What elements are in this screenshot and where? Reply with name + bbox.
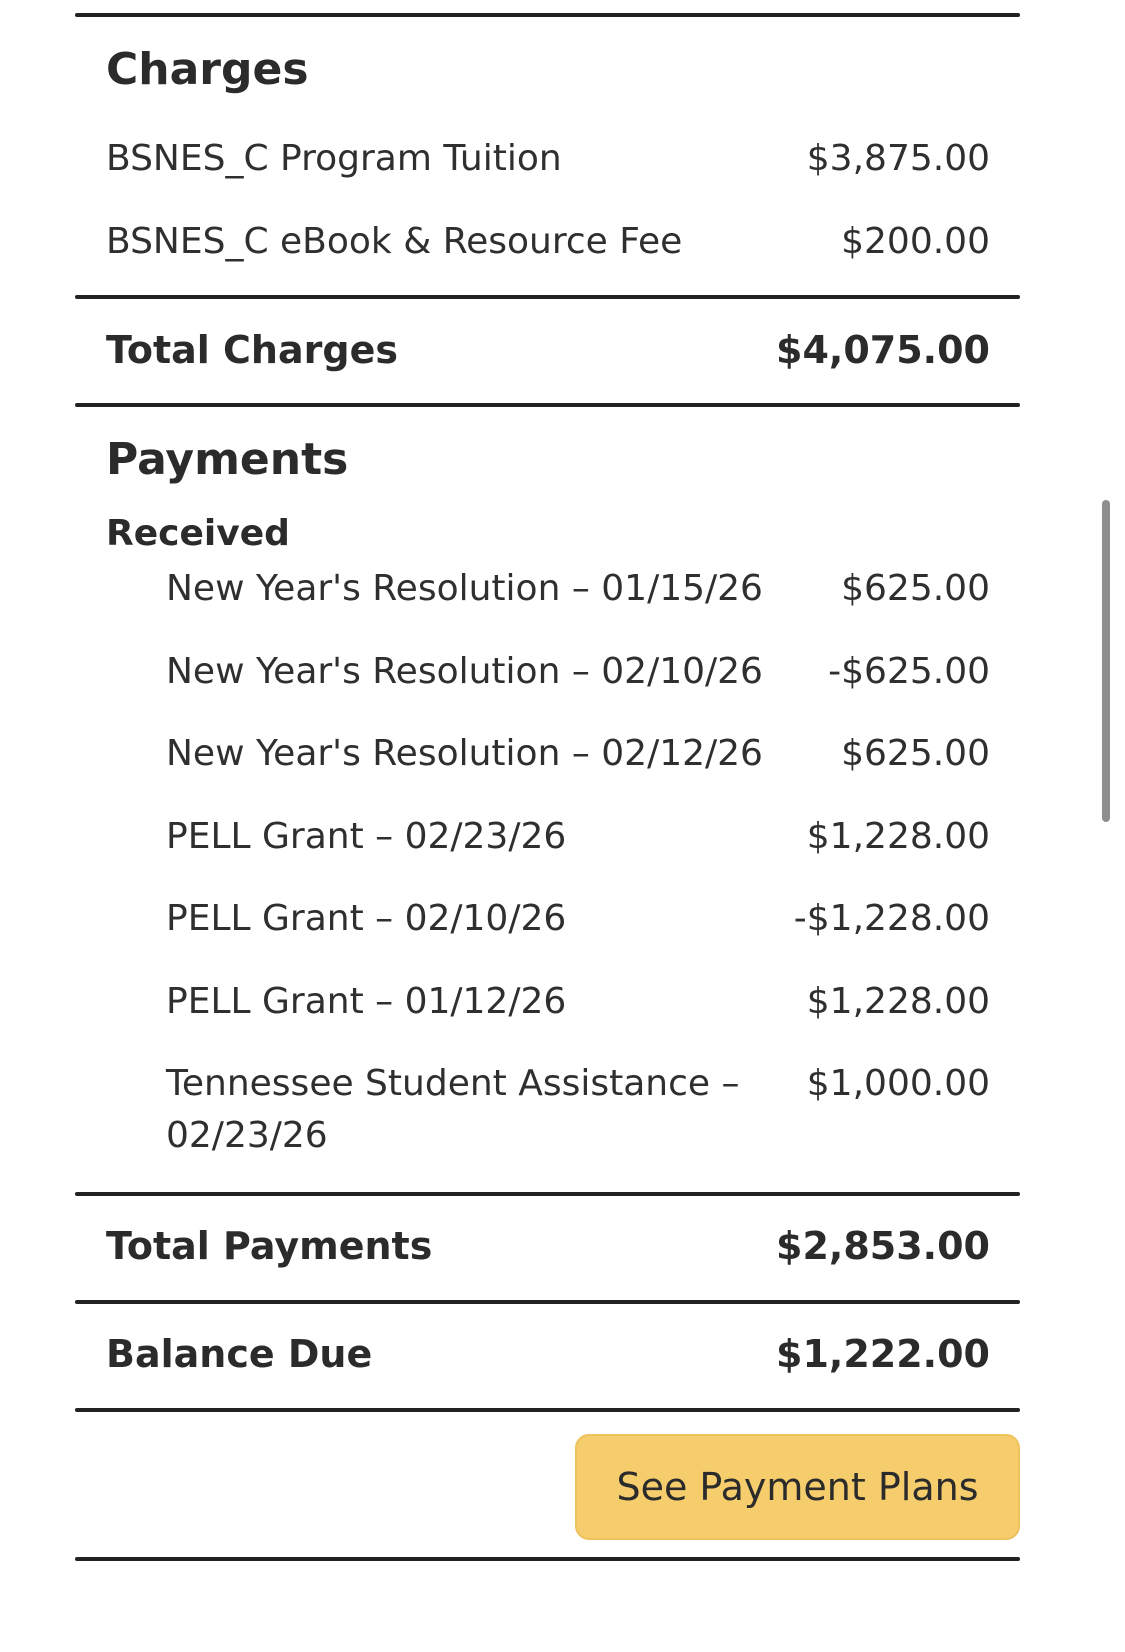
divider — [75, 1557, 1020, 1561]
charge-amount: $200.00 — [841, 221, 990, 262]
scrollbar[interactable] — [1102, 500, 1110, 822]
total-payments-amount: $2,853.00 — [776, 1224, 990, 1268]
total-charges-label: Total Charges — [106, 328, 398, 372]
payment-amount: $1,228.00 — [806, 981, 990, 1022]
payment-label — [166, 1058, 740, 1162]
payment-amount: $1,228.00 — [806, 816, 990, 857]
received-subheading: Received — [106, 513, 290, 554]
payment-amount: $625.00 — [841, 568, 990, 609]
see-payment-plans-button[interactable]: See Payment Plans — [575, 1434, 1020, 1540]
divider — [75, 1408, 1020, 1412]
payment-label: PELL Grant – 01/12/26 — [166, 981, 567, 1022]
payment-label: New Year's Resolution – 02/10/26 — [166, 651, 763, 692]
payment-amount: $1,000.00 — [806, 1063, 990, 1104]
payment-label: PELL Grant – 02/10/26 — [166, 898, 567, 939]
divider — [75, 1300, 1020, 1304]
total-charges-amount: $4,075.00 — [776, 328, 990, 372]
divider — [75, 295, 1020, 299]
payment-amount: -$625.00 — [828, 651, 990, 692]
payment-row — [75, 1058, 1020, 1168]
total-payments-label: Total Payments — [106, 1224, 433, 1268]
divider — [75, 403, 1020, 407]
payment-label: New Year's Resolution – 01/15/26 — [166, 568, 763, 609]
charge-label: BSNES_C eBook & Resource Fee — [106, 221, 683, 262]
payment-label: New Year's Resolution – 02/12/26 — [166, 733, 763, 774]
payment-label-line2: 02/23/26 — [166, 1115, 328, 1156]
balance-due-amount: $1,222.00 — [776, 1332, 990, 1376]
payment-label-line1: Tennessee Student Assistance – — [166, 1063, 740, 1104]
divider — [75, 1192, 1020, 1196]
charge-label: BSNES_C Program Tuition — [106, 138, 562, 179]
balance-due-label: Balance Due — [106, 1332, 373, 1376]
payment-label: PELL Grant – 02/23/26 — [166, 816, 567, 857]
charges-heading: Charges — [106, 44, 309, 95]
payments-heading: Payments — [106, 434, 349, 485]
charge-amount: $3,875.00 — [806, 138, 990, 179]
payment-amount: $625.00 — [841, 733, 990, 774]
divider — [75, 13, 1020, 17]
payment-amount: -$1,228.00 — [793, 898, 990, 939]
